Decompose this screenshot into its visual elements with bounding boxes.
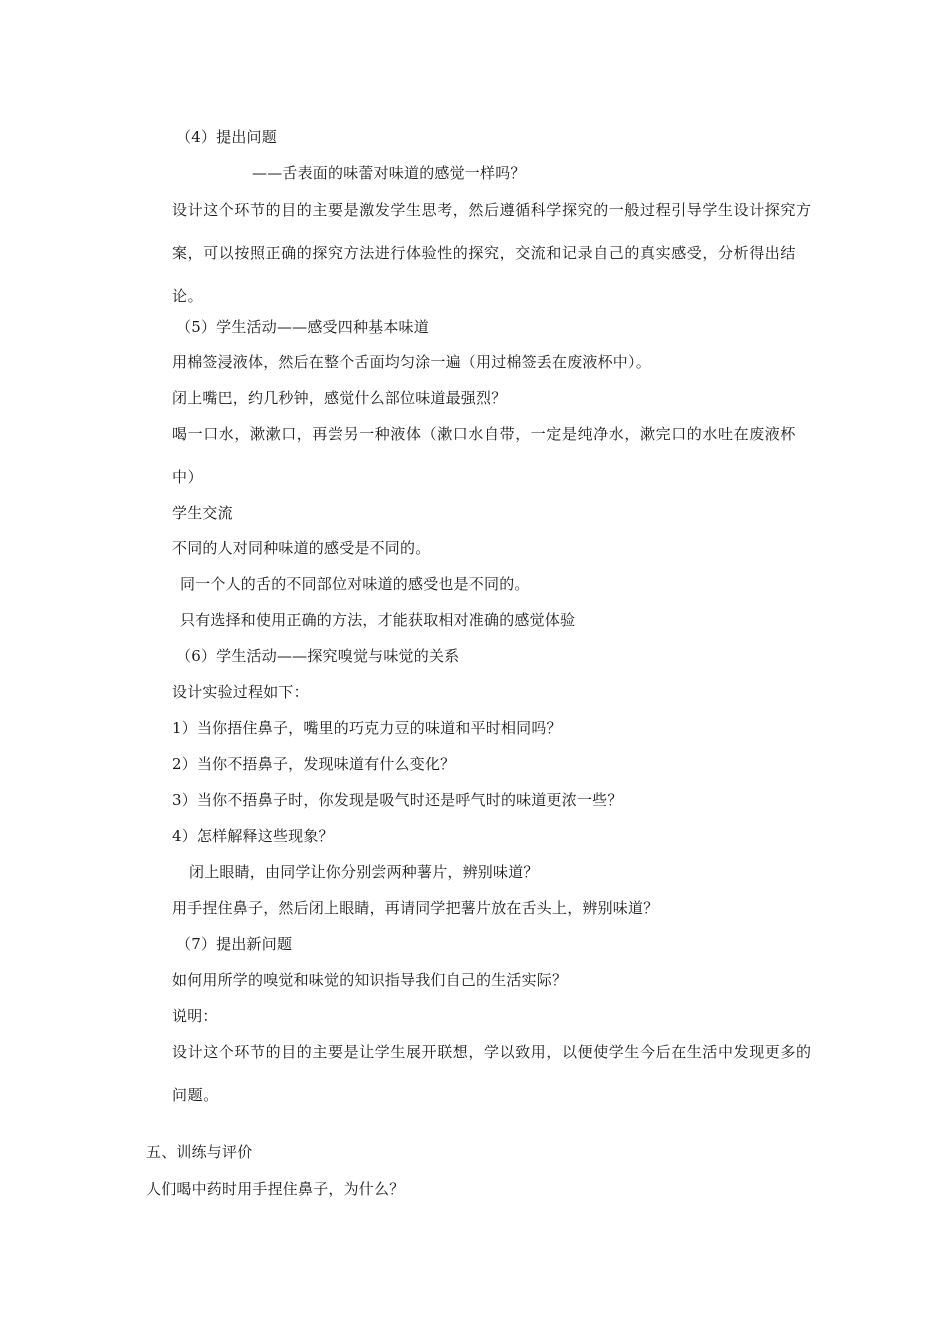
item5-conclusion2: 同一个人的舌的不同部位对味道的感受也是不同的。 xyxy=(180,575,530,593)
item4-question: ——舌表面的味蕾对味道的感觉一样吗？ xyxy=(252,164,526,182)
item6-question2: 2）当你不捂鼻子，发现味道有什么变化？ xyxy=(172,755,456,773)
item6-step1: 闭上眼睛，由同学让你分别尝两种薯片，辨别味道？ xyxy=(189,863,539,881)
item5-step2: 闭上嘴巴，约几秒钟，感觉什么部位味道最强烈？ xyxy=(172,389,507,407)
item4-title: （4）提出问题 xyxy=(176,128,277,146)
item6-title: （6）学生活动——探究嗅觉与味觉的关系 xyxy=(176,647,460,665)
item7-explanation: 设计这个环节的目的主要是让学生展开联想，学以致用，以便使学生今后在生活中发现更多的问题。 xyxy=(172,1043,812,1104)
item5-step1: 用棉签浸液体，然后在整个舌面均匀涂一遍（用过棉签丢在废液杯中）。 xyxy=(172,353,651,371)
item6-question1: 1）当你捂住鼻子，嘴里的巧克力豆的味道和平时相同吗？ xyxy=(172,719,562,737)
item5-conclusion3: 只有选择和使用正确的方法，才能获取相对准确的感觉体验 xyxy=(180,611,576,629)
item5-exchange: 学生交流 xyxy=(172,504,233,522)
section5-question: 人们喝中药时用手捏住鼻子，为什么？ xyxy=(146,1180,405,1198)
item6-intro: 设计实验过程如下： xyxy=(172,683,309,701)
item6-question4: 4）怎样解释这些现象？ xyxy=(172,827,334,845)
item7-question: 如何用所学的嗅觉和味觉的知识指导我们自己的生活实际？ xyxy=(172,971,568,989)
item4-explanation: 设计这个环节的目的主要是激发学生思考，然后遵循科学探究的一般过程引导学生设计探究方案，可以按照正确的探究方法进行体验性的探究，交流和记录自己的真实感受，分析得出结论。 xyxy=(172,201,812,305)
item5-step3: 喝一口水，漱漱口，再尝另一种液体（漱口水自带，一定是纯净水，漱完口的水吐在废液杯中） xyxy=(172,425,797,486)
item6-question3: 3）当你不捂鼻子时，你发现是吸气时还是呼气时的味道更浓一些？ xyxy=(172,791,623,809)
item6-step2: 用手捏住鼻子，然后闭上眼睛，再请同学把薯片放在舌头上，辨别味道？ xyxy=(172,899,659,917)
item5-conclusion1: 不同的人对同种味道的感受是不同的。 xyxy=(172,539,431,557)
item7-title: （7）提出新问题 xyxy=(176,935,293,953)
section5-title: 五、训练与评价 xyxy=(146,1143,253,1161)
item7-note-label: 说明： xyxy=(172,1007,218,1025)
item5-title: （5）学生活动——感受四种基本味道 xyxy=(176,318,429,336)
